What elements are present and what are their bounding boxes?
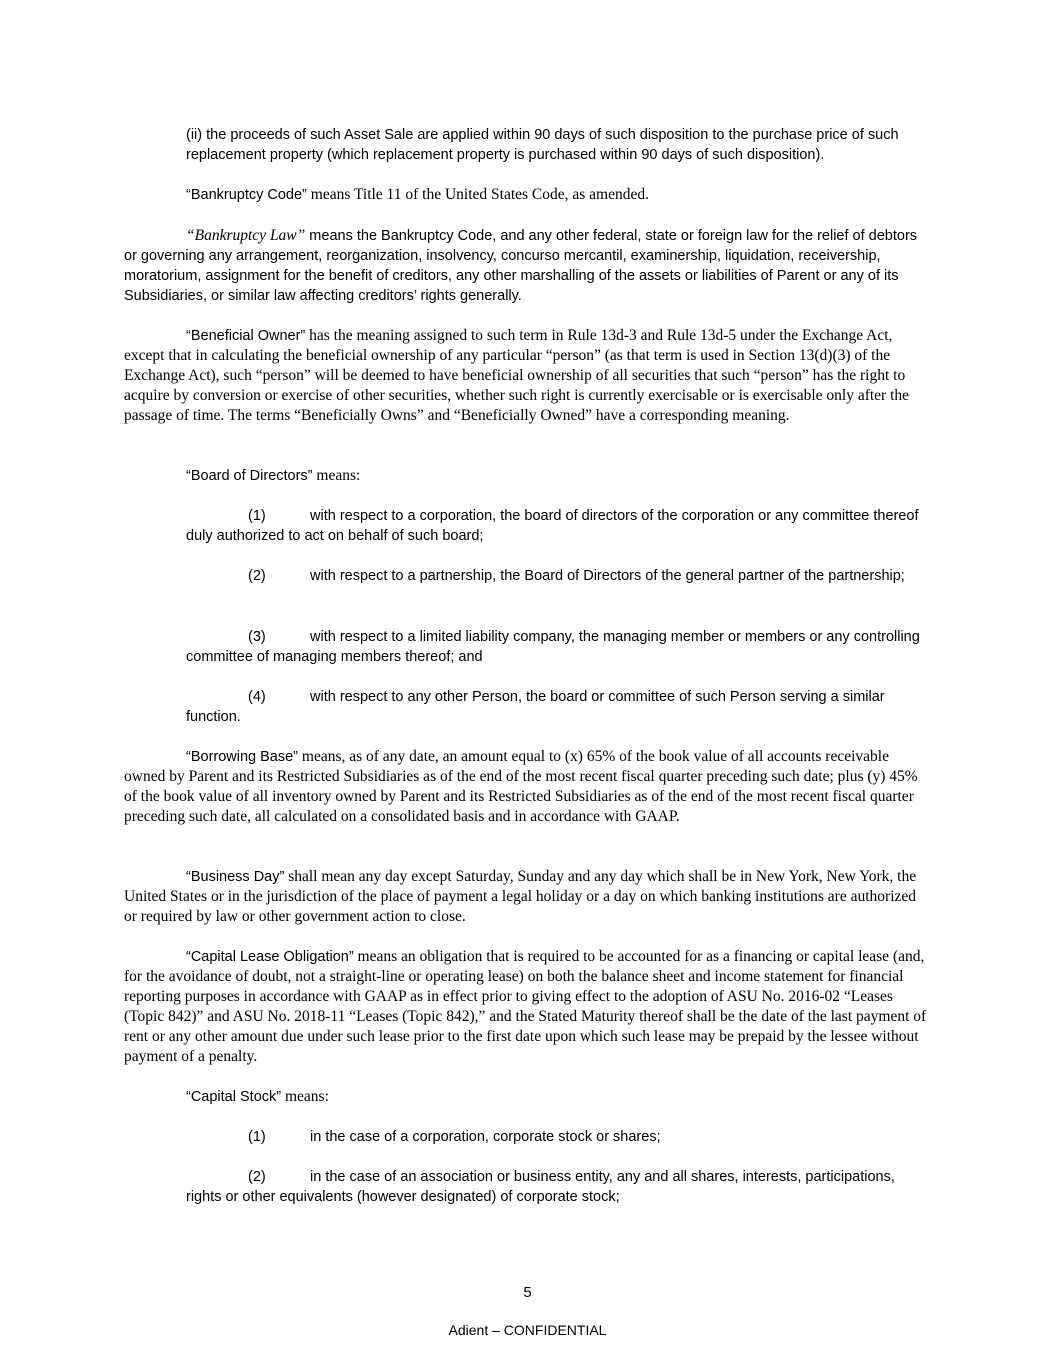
- definition-borrowing-base: [124, 747, 932, 827]
- list-item-number: (2): [248, 1169, 266, 1185]
- definition-bankruptcy-law: [124, 226, 932, 306]
- list-item-number: (1): [248, 508, 266, 524]
- definition-capital-stock: [186, 1087, 932, 1107]
- intro-clause: (ii) the proceeds of such Asset Sale are applied within 90 days of such disposition to the purchase price of such replacement property (which replacement property is purchased within 90 days of such disposition).: [186, 127, 899, 163]
- definition-text: means, as of any date, an amount equal to (x) 65% of the book value of all accounts receivable owned by Parent and its Restricted Subsidiaries as of the end of the most recent fiscal quarter preceding such date; plus (y) 45% of the book value of all inventory owned by Parent and its Restricted Subsidiaries as of the end of the most recent fiscal quarter preceding such date, all calculated on a consolidated basis and in accordance with GAAP.: [124, 748, 918, 825]
- defined-term: “Board of Directors”: [186, 468, 313, 484]
- definition-text: means:: [281, 1088, 329, 1105]
- list-item: [186, 627, 932, 667]
- list-item-number: (1): [248, 1129, 266, 1145]
- defined-term: “Bankruptcy Code”: [186, 187, 307, 203]
- list-item: [186, 1167, 932, 1207]
- list-item: [186, 566, 932, 586]
- list-item-number: (4): [248, 689, 266, 705]
- definition-text: means Title 11 of the United States Code, as amended.: [306, 186, 649, 203]
- definition-text: means an obligation that is required to be accounted for as a financing or capital lease (and, for the avoidance of doubt, not a straight-line or operating lease) on both the balance sheet and income statement for financial reporting purposes in accordance with GAAP as in effect prior to giving effect to the adoption of ASU No. 2016-02 “Leases (Topic 842)” and ASU No. 2018-11 “Leases (Topic 842),” and the Stated Maturity thereof shall be the date of the last payment of rent or any other amount due under such lease prior to the first date upon which such lease may be prepaid by the lessee without payment of a penalty.: [124, 948, 927, 1065]
- definition-bankruptcy-code: [186, 185, 932, 205]
- list-item-number: (3): [248, 629, 266, 645]
- list-item-text: in the case of a corporation, corporate stock or shares;: [310, 1129, 661, 1145]
- defined-term: “Business Day”: [186, 869, 285, 885]
- list-item-number: (2): [248, 568, 266, 584]
- definition-capital-lease-obligation: [124, 947, 932, 1067]
- confidential-footer: Adient – CONFIDENTIAL: [448, 1322, 607, 1338]
- defined-term: “Capital Stock”: [186, 1089, 282, 1105]
- definition-beneficial-owner: [124, 326, 932, 426]
- list-item: [186, 506, 932, 546]
- definition-text: means:: [312, 467, 361, 484]
- defined-term: “Borrowing Base”: [186, 749, 299, 765]
- definition-text: means the Bankruptcy Code, and any other federal, state or foreign law for the relief of debtors or governing any arrangement, reorganization, insolvency, concurso mercantil, examinership, liquidation, receivership, moratorium, assignment for the benefit of creditors, any other marshalling of the assets or liabilities of Parent or any of its Subsidiaries, or similar law affecting creditors’ rights generally.: [124, 228, 918, 304]
- list-item-text: with respect to any other Person, the board or committee of such Person serving a similar function.: [186, 689, 885, 725]
- definition-board-of-directors: [186, 466, 932, 486]
- page-number: 5: [523, 1284, 532, 1301]
- definition-text: shall mean any day except Saturday, Sunday and any day which shall be in New York, New York, the United States or in the jurisdiction of the place of payment a legal holiday or a day on which banking institutions are authorized or required by law or other government action to close.: [124, 868, 917, 925]
- list-item: [186, 1127, 932, 1147]
- list-item-text: with respect to a corporation, the board of directors of the corporation or any committee thereof duly authorized to act on behalf of such board;: [186, 508, 919, 544]
- defined-term: “Bankruptcy Law”: [186, 227, 306, 244]
- list-item: [186, 687, 932, 727]
- defined-term: “Beneficial Owner”: [186, 328, 306, 344]
- list-item-text: with respect to a limited liability company, the managing member or members or any controlling committee of managing members thereof; and: [186, 629, 920, 665]
- defined-term: “Capital Lease Obligation”: [186, 949, 354, 965]
- list-item-text: with respect to a partnership, the Board of Directors of the general partner of the partnership;: [310, 568, 905, 584]
- definition-text: has the meaning assigned to such term in Rule 13d-3 and Rule 13d-5 under the Exchange Act, except that in calculating the beneficial ownership of any particular “person” (as that term is used in Section 13(d)(3) of the Exchange Act), such “person” will be deemed to have beneficial ownership of all securities that such “person” has the right to acquire by conversion or exercise of other securities, whether such right is currently exercisable or is exercisable only after the passage of time. The terms “Beneficially Owns” and “Beneficially Owned” have a corresponding meaning.: [124, 327, 910, 424]
- list-item-text: in the case of an association or business entity, any and all shares, interests, participations, rights or other equivalents (however designated) of corporate stock;: [186, 1169, 895, 1205]
- definition-business-day: [124, 867, 932, 927]
